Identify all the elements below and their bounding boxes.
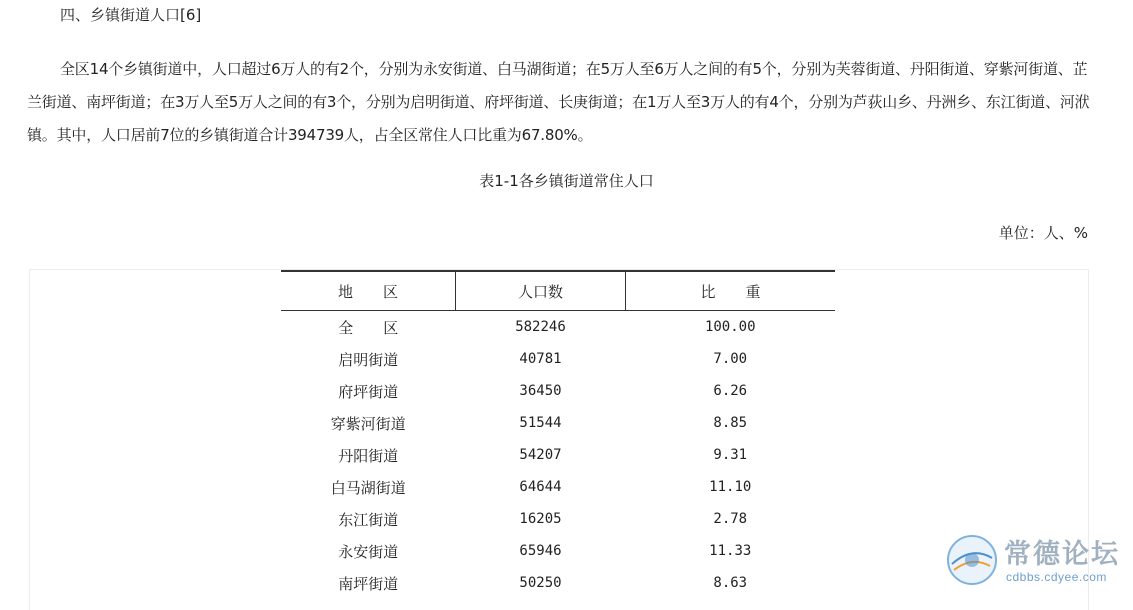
cell-region: 东江街道 [338, 510, 399, 529]
cell-population: 51544 [519, 415, 562, 431]
table-row [281, 311, 835, 344]
table-row [281, 375, 835, 407]
table-row [281, 535, 835, 567]
cell-share: 8.63 [713, 575, 748, 591]
watermark-title: 常德论坛 [1004, 539, 1120, 570]
cell-population: 582246 [515, 319, 566, 335]
summary-paragraph: 全区14个乡镇街道中，人口超过6万人的有2个，分别为永安街道、白马湖街道；在5万人至6万人之间的有5个，分别为芙蓉街道、丹阳街道、穿紫河街道、芷兰街道、南坪街道；在3万人至5万人之间的有3个，分别为启明街道、府坪街道、长庚街道；在1万人至3万人的有4个，分别为芦荻山乡、丹洲乡、东江街道、河洑镇。其中，人口居前7位的乡镇街道合计394739人，占全区常住人口比重为67.80%。 [27, 60, 1090, 144]
cell-population: 64644 [519, 479, 562, 495]
table-row [281, 503, 835, 535]
unit-label: 单位：人、% [998, 224, 1088, 242]
cell-population: 65946 [519, 543, 562, 559]
table-row [281, 407, 835, 439]
table-row [281, 567, 835, 599]
cell-share: 100.00 [704, 319, 756, 335]
population-table [281, 270, 835, 599]
cell-region: 丹阳街道 [338, 446, 399, 465]
cell-population: 50250 [519, 575, 562, 591]
cell-share: 11.33 [709, 543, 752, 559]
cell-region: 启明街道 [338, 350, 399, 369]
cell-region: 永安街道 [338, 542, 399, 561]
cell-region: 府坪街道 [338, 382, 399, 401]
cell-share: 8.85 [713, 415, 748, 431]
forum-logo-icon [946, 534, 998, 586]
cell-region: 南坪街道 [338, 574, 399, 593]
cell-population: 16205 [519, 511, 562, 527]
cell-share: 7.00 [713, 351, 748, 367]
forum-watermark [946, 530, 1133, 592]
cell-share: 9.31 [713, 447, 748, 463]
section-heading: 四、乡镇街道人口[6] [60, 6, 202, 24]
cell-region: 全 区 [338, 318, 399, 337]
cell-share: 2.78 [713, 511, 748, 527]
cell-population: 40781 [519, 351, 562, 367]
cell-share: 6.26 [713, 383, 748, 399]
cell-population: 54207 [519, 447, 562, 463]
table-caption: 表1-1各乡镇街道常住人口 [479, 172, 654, 190]
cell-share: 11.10 [709, 479, 752, 495]
cell-region: 白马湖街道 [330, 478, 406, 497]
cell-population: 36450 [519, 383, 562, 399]
table-row [281, 471, 835, 503]
table-row [281, 439, 835, 471]
table-row [281, 343, 835, 375]
watermark-url: cdbbs.cdyee.com [1006, 570, 1107, 584]
cell-region: 穿紫河街道 [330, 414, 406, 433]
table-header-row [281, 271, 835, 311]
header-population: 人口数 [456, 271, 626, 311]
header-share: 比 重 [626, 271, 836, 311]
header-region: 地 区 [281, 271, 456, 311]
